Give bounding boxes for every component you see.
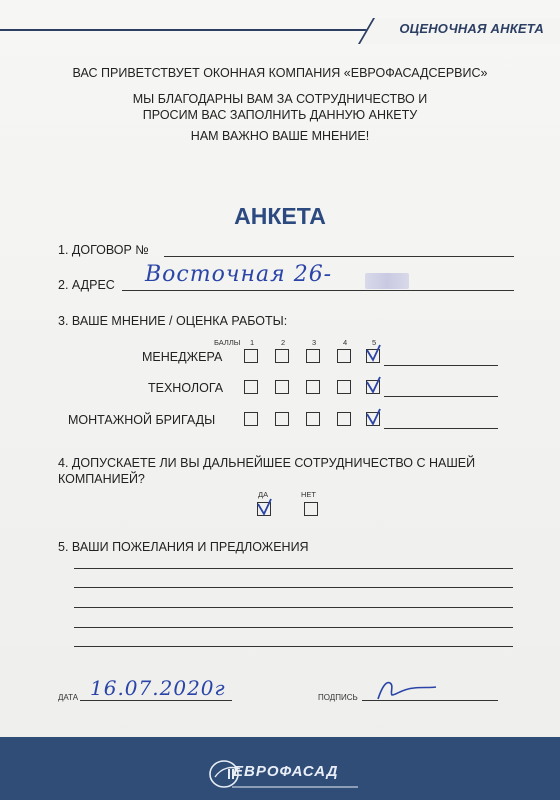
checkmark-icon bbox=[365, 376, 383, 394]
rating-technologist-1-checkbox[interactable] bbox=[244, 380, 258, 394]
rating-manager-1-checkbox[interactable] bbox=[244, 349, 258, 363]
checkmark-icon bbox=[256, 498, 274, 516]
rating-technologist-4-checkbox[interactable] bbox=[337, 380, 351, 394]
rating-manager-comment-line[interactable] bbox=[384, 365, 498, 366]
suggestions-line-1[interactable] bbox=[74, 568, 513, 569]
scale-2: 2 bbox=[281, 338, 286, 347]
intro-line-4: НАМ ВАЖНО ВАШЕ МНЕНИЕ! bbox=[190, 129, 370, 143]
scale-1: 1 bbox=[250, 338, 255, 347]
header-title: ОЦЕНОЧНАЯ АНКЕТА bbox=[399, 21, 544, 36]
cooperation-question-line-2: КОМПАНИЕЙ? bbox=[58, 472, 145, 486]
rating-technologist-comment-line[interactable] bbox=[384, 396, 498, 397]
yes-label: ДА bbox=[258, 490, 269, 499]
date-label: ДАТА bbox=[58, 693, 79, 702]
scale-5: 5 bbox=[372, 338, 377, 347]
checkmark-icon bbox=[365, 344, 383, 362]
signature-scribble bbox=[370, 675, 440, 703]
rating-row-manager-label: МЕНЕДЖЕРА bbox=[142, 350, 223, 364]
address-value: Восточная 26- bbox=[145, 262, 333, 287]
signature-label: ПОДПИСЬ bbox=[318, 693, 358, 702]
intro-line-1: ВАС ПРИВЕТСТВУЕТ ОКОННАЯ КОМПАНИЯ «ЕВРОФАСАДСЕРВИС» bbox=[72, 66, 488, 80]
rating-manager-2-checkbox[interactable] bbox=[275, 349, 289, 363]
date-field-line[interactable] bbox=[80, 700, 232, 701]
rating-crew-1-checkbox[interactable] bbox=[244, 412, 258, 426]
rating-technologist-2-checkbox[interactable] bbox=[275, 380, 289, 394]
rating-technologist-3-checkbox[interactable] bbox=[306, 380, 320, 394]
rating-manager-4-checkbox[interactable] bbox=[337, 349, 351, 363]
rating-row-technologist-label: ТЕХНОЛОГА bbox=[148, 381, 224, 395]
form-title: АНКЕТА bbox=[234, 203, 326, 229]
rating-row-crew-label: МОНТАЖНОЙ БРИГАДЫ bbox=[68, 413, 216, 427]
suggestions-line-3[interactable] bbox=[74, 607, 513, 608]
rating-crew-2-checkbox[interactable] bbox=[275, 412, 289, 426]
suggestions-line-2[interactable] bbox=[74, 587, 513, 588]
checkmark-icon bbox=[365, 408, 383, 426]
address-redaction bbox=[365, 273, 409, 289]
cooperation-question-line-1: 4. ДОПУСКАЕТЕ ЛИ ВЫ ДАЛЬНЕЙШЕЕ СОТРУДНИЧЕСТВО С НАШЕЙ bbox=[58, 456, 476, 470]
rating-crew-4-checkbox[interactable] bbox=[337, 412, 351, 426]
address-label: 2. АДРЕС bbox=[58, 278, 115, 292]
rating-question-label: 3. ВАШЕ МНЕНИЕ / ОЦЕНКА РАБОТЫ: bbox=[58, 314, 288, 328]
no-label: НЕТ bbox=[301, 490, 316, 499]
rating-manager-3-checkbox[interactable] bbox=[306, 349, 320, 363]
address-field-line[interactable] bbox=[122, 290, 514, 291]
rating-crew-comment-line[interactable] bbox=[384, 428, 498, 429]
rating-crew-3-checkbox[interactable] bbox=[306, 412, 320, 426]
intro-line-2: МЫ БЛАГОДАРНЫ ВАМ ЗА СОТРУДНИЧЕСТВО И bbox=[132, 92, 428, 106]
contract-label: 1. ДОГОВОР № bbox=[58, 243, 149, 257]
contract-field-line[interactable] bbox=[164, 256, 514, 257]
scale-3: 3 bbox=[312, 338, 317, 347]
intro-line-3: ПРОСИМ ВАС ЗАПОЛНИТЬ ДАННУЮ АНКЕТУ bbox=[142, 108, 418, 122]
date-value: 16.07.2020г bbox=[90, 676, 226, 700]
cooperation-no-checkbox[interactable] bbox=[304, 502, 318, 516]
suggestions-line-5[interactable] bbox=[74, 646, 513, 647]
suggestions-label: 5. ВАШИ ПОЖЕЛАНИЯ И ПРЕДЛОЖЕНИЯ bbox=[58, 540, 309, 554]
scale-label: БАЛЛЫ bbox=[214, 338, 241, 347]
scale-4: 4 bbox=[343, 338, 348, 347]
suggestions-line-4[interactable] bbox=[74, 627, 513, 628]
footer-logo-text: ЕВРОФАСАД bbox=[233, 763, 339, 780]
